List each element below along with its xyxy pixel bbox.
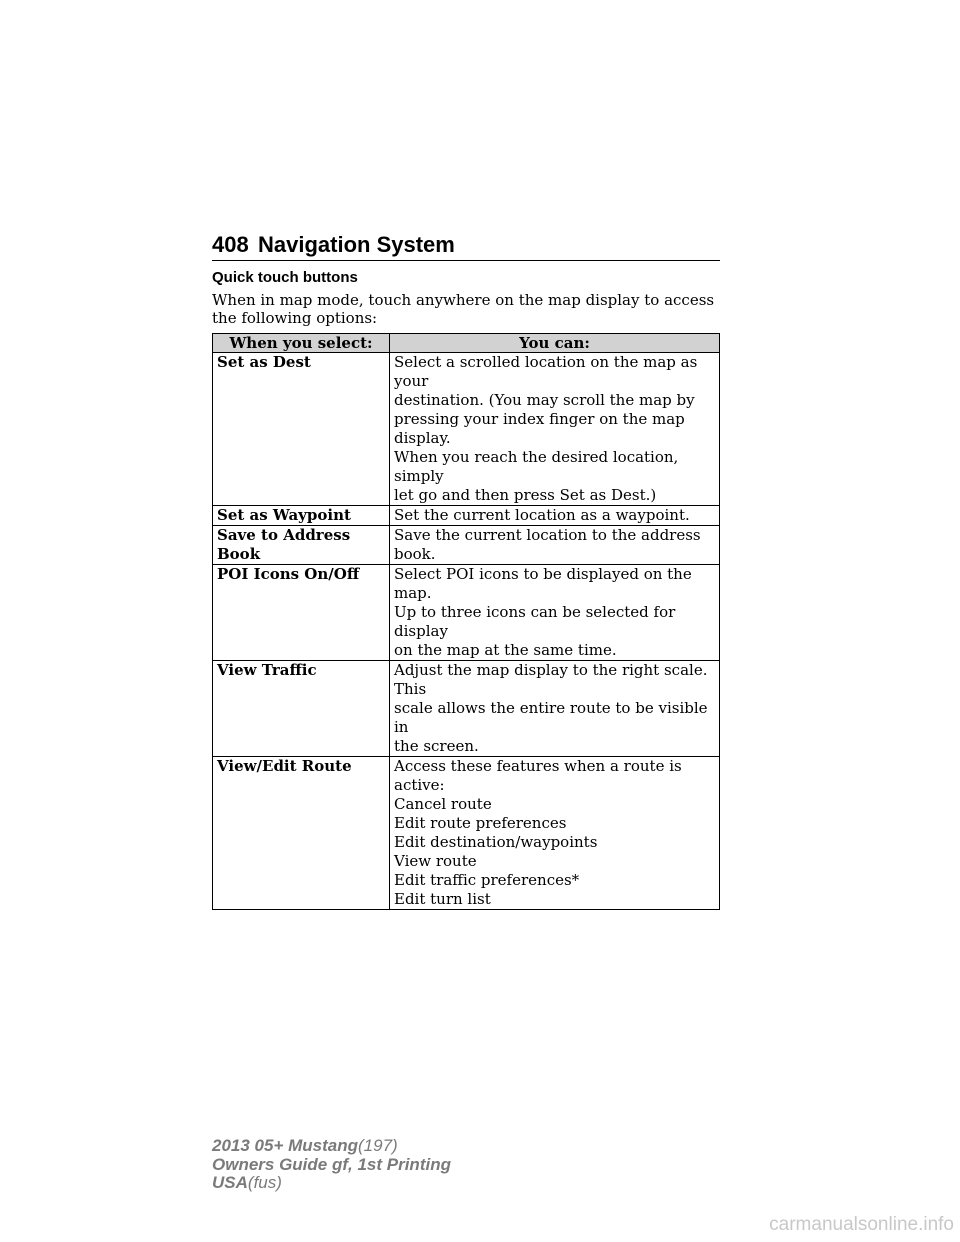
table-row — [213, 565, 720, 661]
description-line: Cancel route — [394, 795, 492, 813]
page-header — [212, 232, 720, 261]
description-line: Access these features when a route is active: — [394, 757, 682, 794]
table-header-row — [213, 334, 720, 353]
description-line: Select POI icons to be displayed on the map. — [394, 565, 692, 602]
description-line: let go and then press Set as Dest.) — [394, 486, 657, 504]
description-line: Save the current location to the address book. — [394, 526, 701, 563]
row-description — [390, 757, 720, 910]
column-header-select: When you select: — [213, 334, 390, 353]
footer-page-ref: (197) — [358, 1136, 398, 1155]
description-line: Edit traffic preferences* — [394, 871, 580, 889]
row-term: Set as Waypoint — [213, 506, 390, 526]
description-line: pressing your index finger on the map display. — [394, 410, 685, 447]
column-header-you-can: You can: — [390, 334, 720, 353]
footer-guide: Owners Guide gf, 1st Printing — [212, 1154, 451, 1174]
row-description — [390, 506, 720, 526]
footer-market-code: (fus) — [247, 1173, 282, 1192]
row-term: Save to Address Book — [213, 526, 390, 565]
page-number: 408 — [212, 232, 249, 257]
row-term: View Traffic — [213, 661, 390, 757]
description-line: destination. (You may scroll the map by — [394, 391, 695, 409]
subheading: Quick touch buttons — [212, 269, 358, 286]
table-row — [213, 526, 720, 565]
description-line: Edit route preferences — [394, 814, 567, 832]
description-line: Adjust the map display to the right scale. This — [394, 661, 708, 698]
quick-touch-table — [212, 333, 720, 910]
description-line: When you reach the desired location, simply — [394, 448, 679, 485]
row-description — [390, 353, 720, 506]
row-term: Set as Dest — [213, 353, 390, 506]
table-row — [213, 506, 720, 526]
table-row — [213, 661, 720, 757]
table-body — [213, 353, 720, 910]
row-description — [390, 661, 720, 757]
description-line: Set the current location as a waypoint. — [394, 506, 690, 524]
description-line: Select a scrolled location on the map as your — [394, 353, 698, 390]
watermark: carmanualsonline.info — [769, 1214, 954, 1235]
row-term: View/Edit Route — [213, 757, 390, 910]
row-term: POI Icons On/Off — [213, 565, 390, 661]
row-description — [390, 565, 720, 661]
row-description — [390, 526, 720, 565]
intro-paragraph: When in map mode, touch anywhere on the map display to access the following options: — [212, 291, 715, 327]
description-line: on the map at the same time. — [394, 641, 617, 659]
description-line: Edit turn list — [394, 890, 491, 908]
description-line: Edit destination/waypoints — [394, 833, 598, 851]
table-row — [213, 757, 720, 910]
description-line: scale allows the entire route to be visible in — [394, 699, 708, 736]
description-line: View route — [394, 852, 477, 870]
description-line: the screen. — [394, 737, 479, 755]
description-line: Up to three icons can be selected for display — [394, 603, 676, 640]
table-row — [213, 353, 720, 506]
footer-model: 2013 05+ Mustang — [212, 1136, 358, 1155]
footer-market: USA — [212, 1173, 248, 1192]
section-title: Navigation System — [258, 232, 455, 257]
footer — [212, 1137, 451, 1193]
